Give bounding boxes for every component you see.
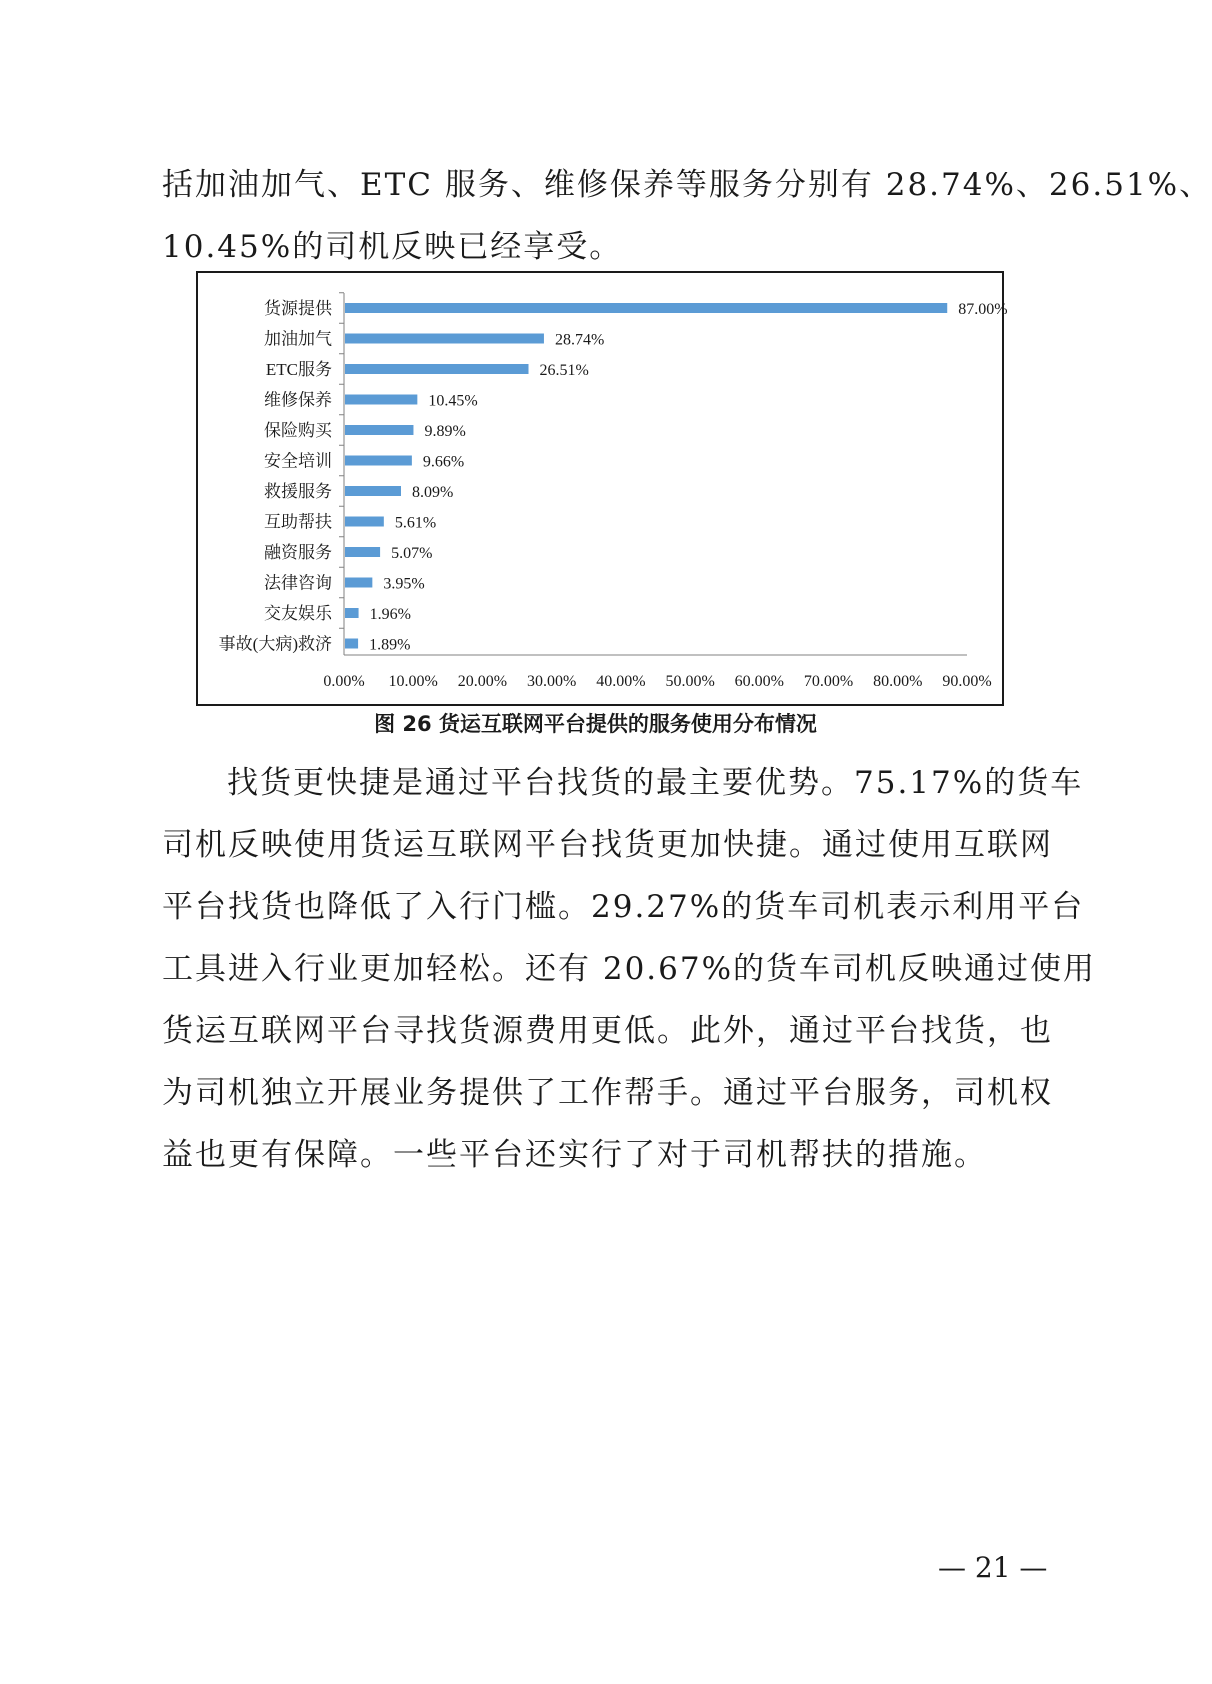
x-tick-label: 50.00% <box>665 673 715 690</box>
data-label: 5.07% <box>391 545 433 562</box>
category-label: 加油加气 <box>264 329 332 349</box>
x-tick-label: 60.00% <box>734 673 784 690</box>
data-label: 3.95% <box>383 575 425 593</box>
bar <box>345 395 417 405</box>
bar <box>345 425 413 435</box>
x-tick-label: 90.00% <box>942 673 992 690</box>
paragraph-line: 平台找货也降低了入行门槛。29.27%的货车司机表示利用平台 <box>162 889 1085 925</box>
bar-chart <box>196 271 1008 706</box>
bar <box>345 303 947 313</box>
data-label: 87.00% <box>958 301 1008 318</box>
x-tick-label: 80.00% <box>873 673 923 690</box>
x-tick-label: 0.00% <box>323 673 365 690</box>
paragraph-line: 括加油加气、ETC 服务、维修保养等服务分别有 28.74%、26.51%、 <box>162 167 1212 203</box>
data-label: 5.61% <box>394 514 437 532</box>
data-label: 1.89% <box>369 636 411 654</box>
data-label: 9.66% <box>422 453 465 471</box>
x-tick-label: 40.00% <box>596 673 646 690</box>
category-label: ETC服务 <box>265 360 332 379</box>
bar <box>345 639 358 649</box>
category-label: 救援服务 <box>264 482 332 501</box>
x-tick-label: 30.00% <box>527 673 577 690</box>
paragraph-line: 货运互联网平台寻找货源费用更低。此外，通过平台找货，也 <box>162 1013 1053 1049</box>
category-label: 保险购买 <box>264 421 332 440</box>
paragraph-line: 司机反映使用货运互联网平台找货更加快捷。通过使用互联网 <box>162 827 1053 863</box>
category-label: 事故(大病)救济 <box>218 634 332 654</box>
category-label: 法律咨询 <box>264 573 332 593</box>
paragraph-line: 工具进入行业更加轻松。还有 20.67%的货车司机反映通过使用 <box>162 951 1097 987</box>
category-label: 维修保养 <box>264 390 332 410</box>
data-label: 1.96% <box>369 606 411 623</box>
bar <box>345 456 412 466</box>
paragraph-line: 益也更有保障。一些平台还实行了对于司机帮扶的措施。 <box>162 1137 987 1173</box>
x-tick-label: 70.00% <box>803 673 854 690</box>
data-label: 10.45% <box>428 392 478 410</box>
paragraph-line: 找货更快捷是通过平台找货的最主要优势。75.17%的货车 <box>227 765 1084 801</box>
data-label: 9.89% <box>424 423 466 440</box>
bar <box>345 608 359 618</box>
page-number: — 21 — <box>938 1551 1048 1584</box>
category-label: 互助帮扶 <box>264 512 332 532</box>
data-label: 28.74% <box>554 331 605 349</box>
category-label: 融资服务 <box>264 543 332 562</box>
bar <box>345 547 380 557</box>
bar <box>345 334 544 344</box>
paragraph-line: 10.45%的司机反映已经享受。 <box>162 229 623 265</box>
bar <box>345 364 529 374</box>
paragraph-line: 为司机独立开展业务提供了工作帮手。通过平台服务，司机权 <box>162 1075 1053 1111</box>
bar <box>345 578 372 588</box>
bar <box>345 517 384 527</box>
category-label: 货源提供 <box>264 299 332 318</box>
x-tick-label: 10.00% <box>388 673 438 690</box>
category-label: 交友娱乐 <box>264 604 332 623</box>
data-label: 8.09% <box>412 484 454 501</box>
bar-chart-svg <box>198 273 1008 704</box>
data-label: 26.51% <box>539 362 589 379</box>
figure-caption: 图 26 货运互联网平台提供的服务使用分布情况 <box>374 712 817 736</box>
x-tick-label: 20.00% <box>457 673 508 690</box>
category-label: 安全培训 <box>264 451 332 471</box>
bar <box>345 486 401 496</box>
